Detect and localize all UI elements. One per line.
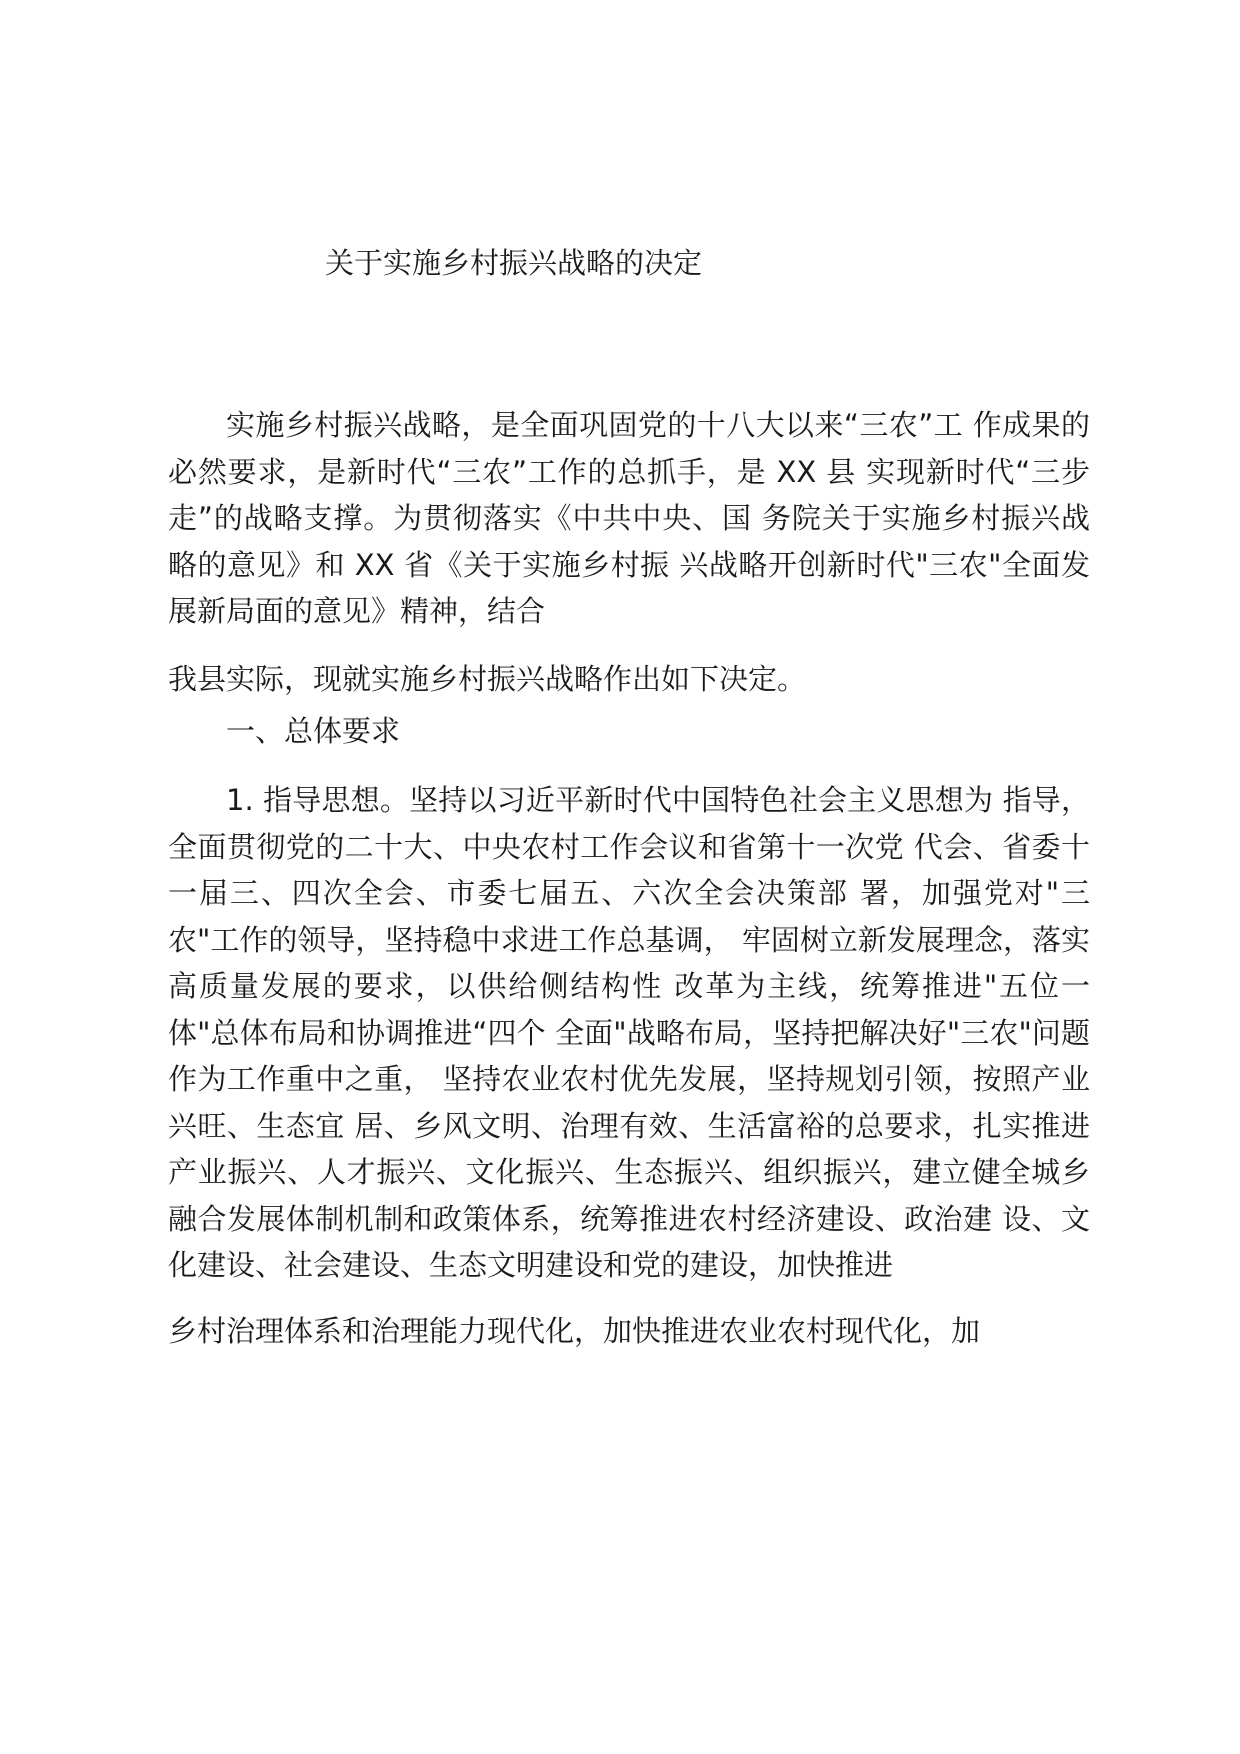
guiding-ideology-paragraph-continued: 乡村治理体系和治理能力现代化，加快推进农业农村现代化，加 [168, 1314, 981, 1348]
intro-paragraph: 实施乡村振兴战略，是全面巩固党的十八大以来“三农”工 作成果的必然要求，是新时代“三农”工作的总抓手，是 XX 县 实现新时代“三步走”的战略支撑。为贯彻落实《中共中央、国 务院关于实施乡村振兴战略的意见》和 XX 省《关于实施乡村振 兴战略开创新时代"三农"全面发展新局面的意见》精神，结合 [168, 408, 1090, 628]
section-heading: 一、总体要求 [226, 714, 401, 748]
document-title: 关于实施乡村振兴战略的决定 [325, 246, 703, 280]
guiding-ideology-paragraph: 1. 指导思想。坚持以习近平新时代中国特色社会主义思想为 指导，全面贯彻党的二十大、中央农村工作会议和省第十一次党 代会、省委十一届三、四次全会、市委七届五、六次全会决策部 署，加强党对"三农"工作的领导，坚持稳中求进工作总基调， 牢固树立新发展理念，落实高质量发展的要求，以供给侧结构性 改革为主线，统筹推进"五位一体"总体布局和协调推进“四个 全面"战略布局，坚持把解决好"三农"问题作为工作重中之重， 坚持农业农村优先发展，坚持规划引领，按照产业兴旺、生态宜 居、乡风文明、治理有效、生活富裕的总要求，扎实推进产业振兴、人才振兴、文化振兴、生态振兴、组织振兴，建立健全城乡 融合发展体制机制和政策体系，统筹推进农村经济建设、政治建 设、文化建设、社会建设、生态文明建设和党的建设，加快推进 [168, 783, 1090, 1282]
intro-paragraph-continued: 我县实际，现就实施乡村振兴战略作出如下决定。 [168, 662, 807, 696]
